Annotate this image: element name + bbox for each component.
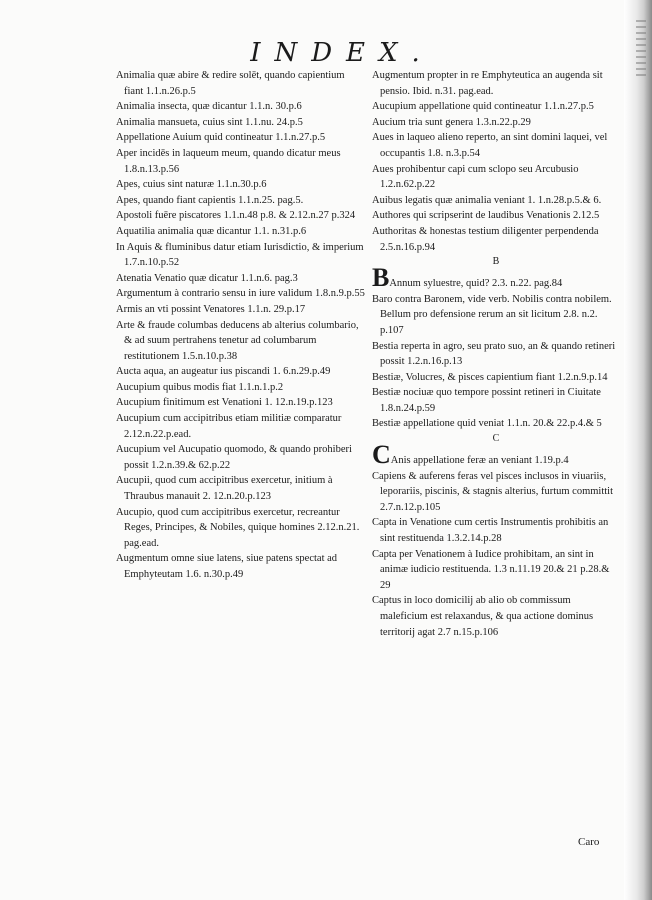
index-entry: Arte & fraude columbas deducens ab alterius columbario, & ad suum pertrahens tenetur ad columbarum restitutionem 1.5.n.10.p.38 bbox=[116, 319, 359, 362]
index-entry: Aucupium finitimum est Venationi 1. 12.n.19.p.123 bbox=[116, 397, 333, 409]
index-entry: Apes, cuius sint naturæ 1.1.n.30.p.6 bbox=[116, 179, 267, 191]
index-entry: Animalia mansueta, cuius sint 1.1.nu. 24.p.5 bbox=[116, 116, 303, 128]
index-entry: Authores qui scripserint de laudibus Venationis 2.12.5 bbox=[372, 210, 600, 222]
index-entry: Captus in loco domicilij ab alio ob commissum maleficium est relaxandus, & qua actione dominus territorij agat 2.7 n.15.p.106 bbox=[372, 595, 594, 638]
drop-cap: B bbox=[372, 263, 390, 293]
index-entry: Animalia insecta, quæ dicantur 1.1.n. 30.p.6 bbox=[116, 101, 302, 113]
index-entry: Aucupii, quod cum accipitribus exercetur, initium à Thraubus manauit 2. 12.n.20.p.123 bbox=[116, 475, 333, 503]
index-entry: In Aquis & fluminibus datur etiam Iurisdictio, & imperium 1.7.n.10.p.52 bbox=[116, 241, 364, 269]
index-entry: Armis an vti possint Venatores 1.1.n. 29.p.17 bbox=[116, 303, 306, 315]
index-entry: Aucupium quibus modis fiat 1.1.n.1.p.2 bbox=[116, 381, 284, 393]
index-entry: Augmentum omne siue latens, siue patens spectat ad Emphyteutam 1.6. n.30.p.49 bbox=[116, 553, 338, 580]
drop-cap: C bbox=[372, 440, 391, 470]
index-entry: Aucupium vel Aucupatio quomodo, & quando prohiberi possit 1.2.n.39.& 62.p.22 bbox=[116, 444, 352, 471]
index-entry: Aquatilia animalia quæ dicantur 1.1. n.31.p.6 bbox=[116, 225, 307, 237]
index-entry: Aucium tria sunt genera 1.3.n.22.p.29 bbox=[372, 116, 531, 128]
index-entry: Baro contra Baronem, vide verb. Nobilis contra nobilem. Bellum pro defensione rerum an sit licitum 2.8. n.2. p.107 bbox=[372, 293, 612, 336]
index-entry: Bestiæ nociuæ quo tempore possint retineri in Ciuitate 1.8.n.24.p.59 bbox=[372, 387, 601, 414]
index-entry: Aues in laqueo alieno reperto, an sint domini laquei, vel occupantis 1.8. n.3.p.54 bbox=[372, 132, 608, 159]
index-entry: Capta in Venatione cum certis Instrumentis prohibitis an sint restituenda 1.3.2.14.p.28 bbox=[372, 517, 609, 545]
entry-text: Annum syluestre, quid? 2.3. n.22. pag.84 bbox=[389, 278, 563, 290]
section-letter-c: C bbox=[492, 433, 500, 445]
index-entry: Capta per Venationem à Iudice prohibitam, an sint in animæ iudicio restituenda. 1.3 n.11.19 20.& 21 p.28.& 29 bbox=[372, 548, 610, 591]
index-entry: Authoritas & honestas testium diligenter perpendenda 2.5.n.16.p.94 bbox=[372, 225, 599, 253]
index-entry: Apostoli fuēre piscatores 1.1.n.48 p.8. & 2.12.n.27 p.324 bbox=[116, 210, 356, 222]
left-column bbox=[116, 68, 366, 583]
index-entry: Animalia quæ abire & redire solēt, quando capientium fiant 1.1.n.26.p.5 bbox=[116, 70, 345, 97]
page-edge-shadow bbox=[624, 0, 652, 900]
index-entry: Aper incidēs in laqueum meum, quando dicatur meus 1.8.n.13.p.56 bbox=[116, 147, 341, 175]
index-entry bbox=[372, 440, 620, 470]
entry-text: Anis appellatione feræ an veniant 1.19.p.4 bbox=[390, 455, 569, 467]
index-entry: Argumentum à contrario sensu in iure validum 1.8.n.9.p.55 bbox=[116, 288, 365, 300]
index-entry: Bestiæ appellatione quid veniat 1.1.n. 20.& 22.p.4.& 5 bbox=[372, 418, 602, 430]
index-entry: Bestiæ, Volucres, & pisces capientium fiant 1.2.n.9.p.14 bbox=[372, 371, 608, 383]
section-letter-b: B bbox=[492, 256, 500, 268]
index-entry: Aucupio, quod cum accipitribus exercetur, recreantur Reges, Principes, & Nobiles, quique homines 2.12.n.21. pag.ead. bbox=[116, 506, 360, 549]
index-entry: Atenatia Venatio quæ dicatur 1.1.n.6. pag.3 bbox=[116, 272, 298, 284]
index-entry: Augmentum propter in re Emphyteutica an augenda sit pensio. Ibid. n.31. pag.ead. bbox=[372, 70, 603, 97]
index-entry: Bestia reperta in agro, seu prato suo, an & quando retineri possit 1.2.n.16.p.13 bbox=[372, 340, 616, 368]
index-entry bbox=[372, 263, 620, 293]
index-entry: Capiens & auferens feras vel pisces inclusos in viuariis, leporariis, piscinis, & stagnis alterius, furtum committit 2.7.n.12.p.105 bbox=[372, 470, 614, 513]
catchword: Caro bbox=[578, 836, 600, 848]
index-entry: Auibus legatis quæ animalia veniant 1. 1.n.28.p.5.& 6. bbox=[372, 194, 602, 206]
index-entry: Aucupium appellatione quid contineatur 1.1.n.27.p.5 bbox=[372, 101, 594, 113]
index-entry: Aues prohibentur capi cum sclopo seu Arcubusio 1.2.n.62.p.22 bbox=[372, 163, 579, 191]
index-title: INDEX. bbox=[250, 38, 434, 68]
index-entry: Apes, quando fiant capientis 1.1.n.25. pag.5. bbox=[116, 194, 304, 206]
right-column bbox=[372, 68, 620, 640]
index-entry: Aucta aqua, an augeatur ius piscandi 1. 6.n.29.p.49 bbox=[116, 366, 331, 378]
page-edge-mark bbox=[636, 20, 646, 80]
index-entry: Appellatione Auium quid contineatur 1.1.n.27.p.5 bbox=[116, 132, 326, 144]
index-entry: Aucupium cum accipitribus etiam militiæ comparatur 2.12.n.22.p.ead. bbox=[116, 413, 342, 440]
